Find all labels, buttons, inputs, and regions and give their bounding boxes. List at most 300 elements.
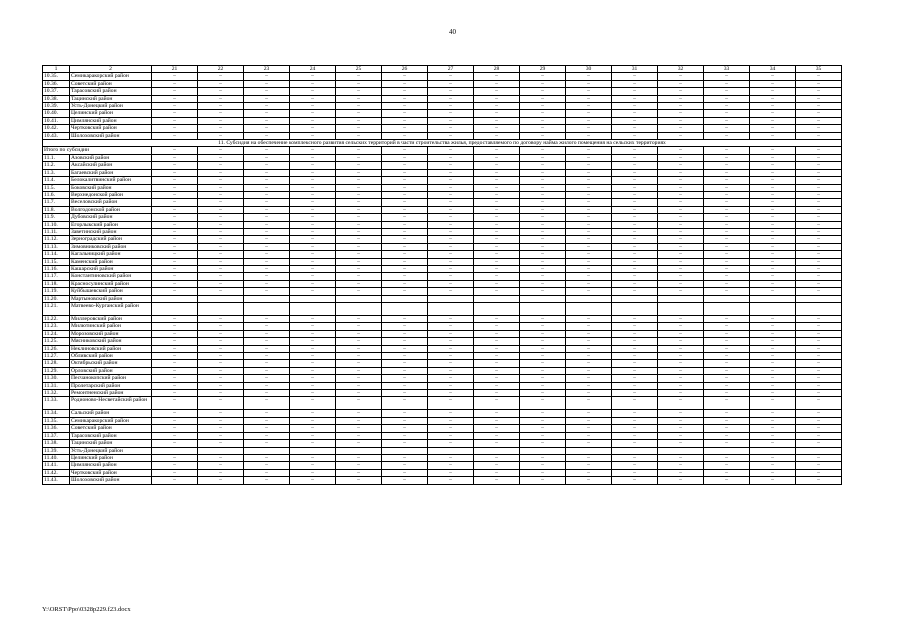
value-cell: –	[474, 273, 520, 280]
value-cell: –	[658, 162, 704, 169]
value-cell: –	[520, 199, 566, 206]
value-cell: –	[336, 214, 382, 221]
value-cell: –	[704, 258, 750, 265]
value-cell: –	[796, 265, 842, 272]
table-row	[43, 243, 842, 250]
value-cell: –	[612, 103, 658, 110]
value-cell: –	[198, 103, 244, 110]
value-cell: –	[198, 199, 244, 206]
value-cell: –	[750, 360, 796, 367]
value-cell: –	[290, 221, 336, 228]
value-cell: –	[382, 117, 428, 124]
value-cell: –	[520, 469, 566, 476]
value-cell: –	[612, 147, 658, 154]
value-cell: –	[704, 323, 750, 330]
value-cell: –	[612, 273, 658, 280]
value-cell: –	[382, 390, 428, 397]
value-cell	[658, 447, 704, 454]
value-cell: –	[198, 330, 244, 337]
value-cell: –	[336, 288, 382, 295]
row-number: 11.26.	[43, 345, 70, 352]
value-cell: –	[612, 390, 658, 397]
value-cell	[704, 295, 750, 302]
value-cell: –	[658, 397, 704, 410]
value-cell: –	[336, 110, 382, 117]
district-name: Красносулинский район	[70, 280, 152, 287]
value-cell: –	[520, 214, 566, 221]
value-cell	[658, 295, 704, 302]
value-cell: –	[336, 280, 382, 287]
value-cell: –	[382, 323, 428, 330]
value-cell: –	[704, 280, 750, 287]
table-row	[43, 199, 842, 206]
table-row	[43, 280, 842, 287]
row-number: 11.9.	[43, 214, 70, 221]
value-cell: –	[382, 382, 428, 389]
value-cell: –	[244, 88, 290, 95]
value-cell: –	[198, 417, 244, 424]
row-number: 11.2.	[43, 162, 70, 169]
value-cell: –	[474, 125, 520, 132]
value-cell: –	[336, 462, 382, 469]
section-title: 11. Субсидия на обеспечение комплексного развития сельских территорий в части строительства жилья, предоставляемого по договору найма жилого помещения на сельских территориях	[43, 140, 842, 147]
value-cell: –	[152, 73, 198, 80]
value-cell: –	[658, 199, 704, 206]
value-cell: –	[704, 273, 750, 280]
value-cell: –	[428, 390, 474, 397]
value-cell: –	[198, 147, 244, 154]
value-cell: –	[152, 177, 198, 184]
value-cell: –	[658, 154, 704, 161]
value-cell: –	[566, 265, 612, 272]
value-cell: –	[520, 417, 566, 424]
value-cell: –	[336, 221, 382, 228]
value-cell: –	[244, 425, 290, 432]
value-cell: –	[566, 338, 612, 345]
value-cell: –	[336, 382, 382, 389]
value-cell: –	[612, 360, 658, 367]
value-cell: –	[290, 73, 336, 80]
district-name: Усть-Донецкий район	[70, 447, 152, 454]
column-header: 29	[520, 66, 566, 73]
value-cell: –	[612, 477, 658, 484]
value-cell: –	[750, 382, 796, 389]
value-cell: –	[244, 323, 290, 330]
value-cell: –	[566, 477, 612, 484]
value-cell: –	[428, 330, 474, 337]
value-cell: –	[244, 432, 290, 439]
value-cell: –	[704, 338, 750, 345]
table-row	[43, 125, 842, 132]
value-cell: –	[658, 236, 704, 243]
value-cell: –	[428, 454, 474, 461]
value-cell: –	[290, 191, 336, 198]
value-cell: –	[474, 206, 520, 213]
value-cell: –	[612, 177, 658, 184]
value-cell: –	[520, 397, 566, 410]
value-cell: –	[244, 330, 290, 337]
value-cell: –	[244, 214, 290, 221]
district-name: Цимлянский район	[70, 117, 152, 124]
value-cell: –	[750, 367, 796, 374]
value-cell: –	[474, 432, 520, 439]
table-row	[43, 184, 842, 191]
column-header: 31	[612, 66, 658, 73]
table-row	[43, 132, 842, 139]
value-cell: –	[290, 110, 336, 117]
value-cell: –	[244, 162, 290, 169]
value-cell: –	[796, 110, 842, 117]
value-cell: –	[520, 251, 566, 258]
value-cell: –	[382, 191, 428, 198]
value-cell: –	[244, 169, 290, 176]
value-cell	[612, 447, 658, 454]
value-cell: –	[382, 184, 428, 191]
value-cell	[704, 303, 750, 316]
value-cell: –	[244, 454, 290, 461]
value-cell: –	[152, 417, 198, 424]
value-cell: –	[382, 154, 428, 161]
value-cell: –	[244, 191, 290, 198]
value-cell: –	[152, 397, 198, 410]
value-cell: –	[704, 330, 750, 337]
value-cell: –	[244, 117, 290, 124]
value-cell: –	[796, 410, 842, 417]
value-cell: –	[796, 323, 842, 330]
value-cell	[566, 447, 612, 454]
value-cell: –	[152, 390, 198, 397]
value-cell: –	[704, 425, 750, 432]
value-cell: –	[336, 367, 382, 374]
value-cell: –	[152, 125, 198, 132]
value-cell: –	[474, 425, 520, 432]
value-cell: –	[198, 236, 244, 243]
table-row	[43, 410, 842, 417]
value-cell: –	[290, 454, 336, 461]
value-cell: –	[382, 440, 428, 447]
value-cell: –	[612, 454, 658, 461]
district-name: Аксайский район	[70, 162, 152, 169]
value-cell: –	[152, 410, 198, 417]
value-cell: –	[244, 132, 290, 139]
value-cell: –	[566, 125, 612, 132]
value-cell: –	[428, 425, 474, 432]
value-cell	[198, 447, 244, 454]
value-cell: –	[382, 73, 428, 80]
value-cell: –	[520, 410, 566, 417]
value-cell: –	[658, 251, 704, 258]
value-cell: –	[290, 338, 336, 345]
value-cell: –	[428, 132, 474, 139]
value-cell	[336, 295, 382, 302]
value-cell: –	[566, 177, 612, 184]
value-cell: –	[428, 80, 474, 87]
value-cell: –	[336, 417, 382, 424]
value-cell: –	[198, 454, 244, 461]
table-row	[43, 251, 842, 258]
value-cell	[152, 295, 198, 302]
value-cell: –	[520, 177, 566, 184]
row-number: 11.38.	[43, 440, 70, 447]
table-row	[43, 316, 842, 323]
district-name: Неклиновский район	[70, 345, 152, 352]
district-name: Верхнедонской район	[70, 191, 152, 198]
value-cell: –	[796, 169, 842, 176]
value-cell: –	[244, 177, 290, 184]
value-cell	[428, 303, 474, 316]
value-cell: –	[704, 410, 750, 417]
value-cell: –	[520, 353, 566, 360]
value-cell: –	[244, 280, 290, 287]
total-row	[43, 147, 842, 154]
value-cell	[566, 303, 612, 316]
value-cell	[566, 295, 612, 302]
value-cell: –	[750, 103, 796, 110]
value-cell: –	[428, 73, 474, 80]
value-cell: –	[520, 425, 566, 432]
value-cell: –	[382, 80, 428, 87]
value-cell: –	[750, 280, 796, 287]
value-cell: –	[152, 147, 198, 154]
value-cell: –	[566, 117, 612, 124]
value-cell: –	[612, 462, 658, 469]
value-cell: –	[612, 73, 658, 80]
value-cell: –	[382, 345, 428, 352]
value-cell: –	[612, 265, 658, 272]
value-cell: –	[428, 162, 474, 169]
value-cell: –	[658, 169, 704, 176]
table-row	[43, 117, 842, 124]
district-name: Веселовский район	[70, 199, 152, 206]
value-cell: –	[198, 353, 244, 360]
value-cell: –	[336, 397, 382, 410]
value-cell: –	[612, 258, 658, 265]
value-cell: –	[704, 375, 750, 382]
value-cell: –	[198, 440, 244, 447]
value-cell: –	[474, 162, 520, 169]
value-cell: –	[520, 338, 566, 345]
value-cell: –	[382, 477, 428, 484]
district-name: Константиновский район	[70, 273, 152, 280]
value-cell	[796, 447, 842, 454]
district-name: Родионово-Несветайский район	[70, 397, 152, 410]
value-cell: –	[520, 103, 566, 110]
value-cell: –	[382, 360, 428, 367]
table-row	[43, 397, 842, 410]
value-cell: –	[474, 251, 520, 258]
value-cell: –	[566, 440, 612, 447]
value-cell: –	[520, 184, 566, 191]
value-cell: –	[566, 462, 612, 469]
value-cell: –	[750, 462, 796, 469]
row-number: 11.22.	[43, 316, 70, 323]
value-cell: –	[290, 462, 336, 469]
value-cell: –	[566, 110, 612, 117]
value-cell: –	[566, 382, 612, 389]
table-row	[43, 417, 842, 424]
value-cell: –	[750, 432, 796, 439]
value-cell: –	[612, 280, 658, 287]
value-cell: –	[198, 288, 244, 295]
value-cell: –	[428, 477, 474, 484]
value-cell: –	[796, 417, 842, 424]
value-cell: –	[474, 440, 520, 447]
value-cell: –	[428, 265, 474, 272]
value-cell: –	[336, 432, 382, 439]
value-cell: –	[428, 367, 474, 374]
value-cell: –	[474, 353, 520, 360]
value-cell: –	[198, 280, 244, 287]
value-cell: –	[750, 221, 796, 228]
value-cell: –	[382, 169, 428, 176]
row-number: 11.11.	[43, 228, 70, 235]
value-cell: –	[198, 221, 244, 228]
value-cell: –	[336, 132, 382, 139]
value-cell: –	[428, 95, 474, 102]
value-cell: –	[152, 162, 198, 169]
value-cell: –	[474, 73, 520, 80]
value-cell: –	[290, 199, 336, 206]
value-cell: –	[658, 353, 704, 360]
row-number: 11.39.	[43, 447, 70, 454]
district-name: Каменский район	[70, 258, 152, 265]
row-number: 10.41.	[43, 117, 70, 124]
value-cell: –	[336, 338, 382, 345]
column-header: 33	[704, 66, 750, 73]
value-cell: –	[520, 228, 566, 235]
value-cell: –	[566, 454, 612, 461]
value-cell: –	[612, 154, 658, 161]
value-cell: –	[520, 360, 566, 367]
column-header: 25	[336, 66, 382, 73]
value-cell: –	[796, 477, 842, 484]
value-cell: –	[244, 103, 290, 110]
value-cell: –	[152, 184, 198, 191]
district-name: Чертковский район	[70, 469, 152, 476]
value-cell: –	[474, 345, 520, 352]
value-cell: –	[382, 228, 428, 235]
district-name: Тацинский район	[70, 95, 152, 102]
value-cell: –	[658, 95, 704, 102]
value-cell: –	[336, 410, 382, 417]
table-row	[43, 367, 842, 374]
table-row	[43, 236, 842, 243]
value-cell: –	[336, 236, 382, 243]
value-cell: –	[290, 184, 336, 191]
table-row	[43, 103, 842, 110]
value-cell: –	[566, 390, 612, 397]
table-row	[43, 273, 842, 280]
value-cell: –	[474, 191, 520, 198]
value-cell: –	[198, 95, 244, 102]
row-number: 10.42.	[43, 125, 70, 132]
value-cell: –	[336, 88, 382, 95]
value-cell: –	[566, 330, 612, 337]
value-cell: –	[566, 132, 612, 139]
row-number: 10.36.	[43, 80, 70, 87]
row-number: 11.25.	[43, 338, 70, 345]
value-cell: –	[566, 375, 612, 382]
value-cell: –	[152, 132, 198, 139]
value-cell: –	[290, 251, 336, 258]
value-cell: –	[520, 169, 566, 176]
value-cell: –	[796, 469, 842, 476]
value-cell: –	[474, 265, 520, 272]
value-cell: –	[750, 323, 796, 330]
value-cell: –	[198, 206, 244, 213]
value-cell: –	[152, 477, 198, 484]
value-cell: –	[612, 125, 658, 132]
value-cell: –	[750, 177, 796, 184]
district-name: Тацинский район	[70, 440, 152, 447]
value-cell: –	[290, 382, 336, 389]
value-cell: –	[566, 80, 612, 87]
value-cell: –	[474, 280, 520, 287]
district-name: Заветинский район	[70, 228, 152, 235]
value-cell: –	[658, 273, 704, 280]
table-row	[43, 228, 842, 235]
value-cell: –	[658, 117, 704, 124]
value-cell: –	[796, 258, 842, 265]
value-cell: –	[428, 432, 474, 439]
value-cell: –	[658, 184, 704, 191]
value-cell: –	[152, 454, 198, 461]
value-cell: –	[612, 375, 658, 382]
row-number: 11.20.	[43, 295, 70, 302]
value-cell: –	[566, 288, 612, 295]
value-cell: –	[658, 125, 704, 132]
district-name: Целинский район	[70, 110, 152, 117]
district-name: Зимовниковский район	[70, 243, 152, 250]
value-cell: –	[612, 382, 658, 389]
row-number: 11.14.	[43, 251, 70, 258]
value-cell: –	[612, 469, 658, 476]
value-cell: –	[474, 147, 520, 154]
value-cell: –	[566, 214, 612, 221]
value-cell: –	[336, 258, 382, 265]
value-cell: –	[658, 265, 704, 272]
row-number: 11.35.	[43, 417, 70, 424]
value-cell: –	[520, 95, 566, 102]
value-cell	[198, 303, 244, 316]
value-cell: –	[520, 382, 566, 389]
value-cell: –	[152, 330, 198, 337]
value-cell: –	[198, 177, 244, 184]
value-cell: –	[796, 280, 842, 287]
value-cell: –	[474, 397, 520, 410]
value-cell: –	[704, 80, 750, 87]
value-cell: –	[428, 243, 474, 250]
value-cell: –	[520, 243, 566, 250]
value-cell: –	[704, 117, 750, 124]
table-row	[43, 330, 842, 337]
value-cell: –	[474, 103, 520, 110]
value-cell: –	[566, 410, 612, 417]
value-cell: –	[750, 273, 796, 280]
value-cell	[198, 295, 244, 302]
table-row	[43, 425, 842, 432]
value-cell: –	[198, 184, 244, 191]
value-cell: –	[244, 243, 290, 250]
value-cell: –	[796, 125, 842, 132]
value-cell: –	[336, 125, 382, 132]
value-cell	[152, 447, 198, 454]
value-cell	[520, 447, 566, 454]
value-cell: –	[520, 206, 566, 213]
value-cell: –	[152, 80, 198, 87]
district-name: Куйбышевский район	[70, 288, 152, 295]
value-cell: –	[612, 410, 658, 417]
